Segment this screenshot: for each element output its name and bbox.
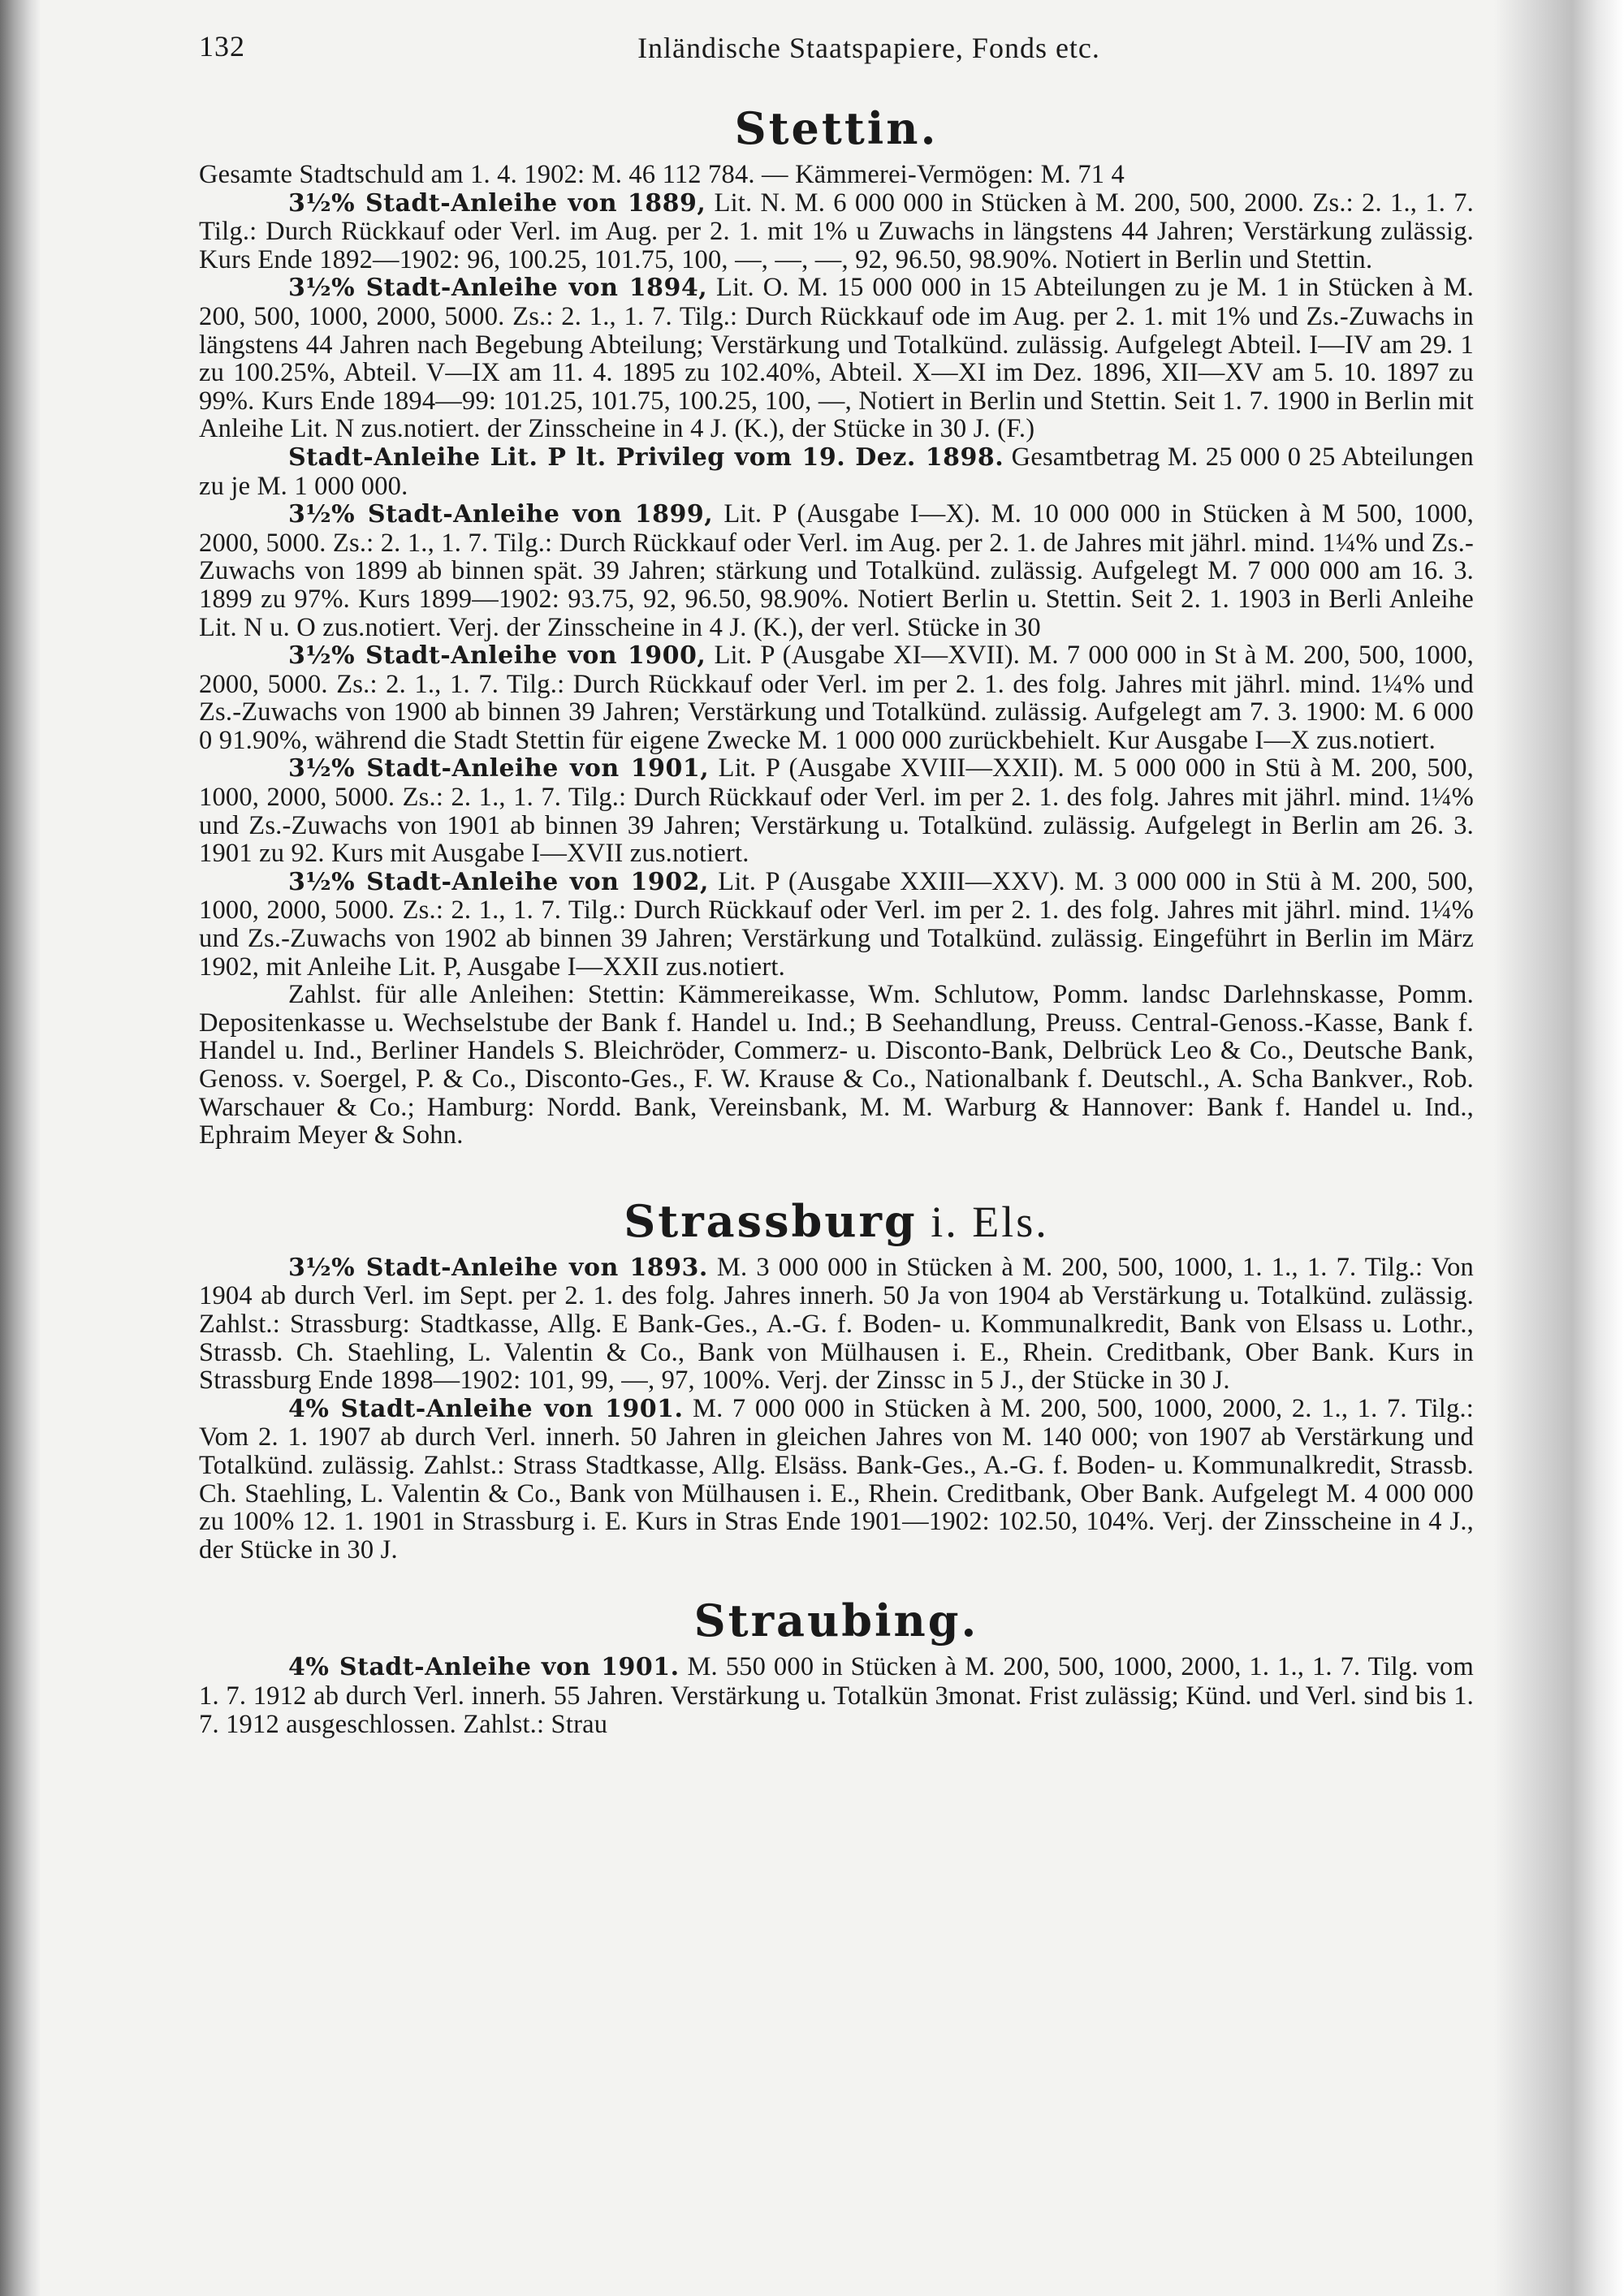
paragraph-anleihe-1901 (199, 754, 1474, 867)
paragraph-text: Lit. P (Ausgabe XI—XVII). M. 7 000 000 in St à M. 200, 500, 1000, 2000, 5000. Zs.: 2. 1., 1. 7. Tilg.: Durch Rückkauf oder Verl. im per 2. 1. des folg. Jahres mit jährl. mind. 1¼% und Zs.-Zuwachs von 1900 ab binnen 39 Jahren; Verstärkung und Totalkünd. zulässig. Aufgelegt am 7. 3. 1900: M. 6 000 0 91.90%, während die Stadt Stettin für eigene Zwecke M. 1 000 000 zurückbehielt. Kur Ausgabe I—X zus.notiert. (199, 641, 1475, 755)
paragraph-text: Lit. N. M. 6 000 000 in Stücken à M. 200, 500, 2000. Zs.: 2. 1., 1. 7. Tilg.: Durch Rückkauf oder Verl. im Aug. per 2. 1. mit 1% u Zuwachs in längstens 44 Jahren; Verstärkung zulässig. Kurs Ende 1892—1902: 96, 100.25, 101.75, 100, —, —, —, 92, 96.50, 98.90%. Notiert in Berlin und Stettin. (199, 188, 1474, 274)
paragraph-anleihe-1900 (199, 641, 1474, 754)
paragraph-anleihe-1893 (199, 1254, 1474, 1395)
paragraph-text: M. 7 000 000 in Stücken à M. 200, 500, 1000, 2000, 2. 1., 1. 7. Tilg.: Vom 2. 1. 1907 ab durch Verl. innerh. 50 Jahren in gleichen Jahres von M. 140 000; von 1907 ab Verstärkung und Totalkünd. zulässig. Zahlst.: Strass Stadtkasse, Allg. Elsäss. Bank-Ges., A.-G. f. Boden- u. Kommunalkredit, Strassb. Ch. Staehling, L. Valentin & Co., Bank von Mülhausen i. E., Rhein. Creditbank, Ober Bank. Aufgelegt M. 4 000 000 zu 100% 12. 1. 1901 in Strassburg i. E. Kurs in Stras Ende 1901—1902: 102.50, 104%. Verj. der Zinsscheine in 4 J., der Stücke in 30 J. (199, 1393, 1474, 1564)
paragraph-anleihe-1894 (199, 274, 1474, 443)
scan-shadow-right (1494, 0, 1624, 2296)
paragraph-anleihe-1902 (199, 868, 1474, 981)
paragraph-anleihe-1901-strassburg (199, 1395, 1474, 1564)
scan-shadow-left (0, 0, 41, 2296)
paragraph-text: Gesamte Stadtschuld am 1. 4. 1902: M. 46 112 784. — Kämmerei-Vermögen: M. 71 4 (199, 160, 1125, 189)
paragraph-lead: 4% Stadt-Anleihe von 1901. (288, 1653, 680, 1682)
city-name: Strassburg (624, 1194, 918, 1247)
city-suffix: i. Els. (917, 1197, 1049, 1246)
paragraph-text: M. 3 000 000 in Stücken à M. 200, 500, 1000, 1. 1., 1. 7. Tilg.: Von 1904 ab durch Verl. im Sept. per 2. 1. des folg. Jahres innerh. 50 Ja von 1904 ab Verstärkung u. Totalkünd. zulässig. Zahlst.: Strassburg: Stadtkasse, Allg. E Bank-Ges., A.-G. f. Boden- u. Kommunalkredit, Bank von Elsass u. Lothr., Strassb. Ch. Staehling, L. Valentin & Co., Bank von Mülhausen i. E., Rhein. Creditbank, Ober Bank. Kurs in Strassburg Ende 1898—1902: 101, 99, —, 97, 100%. Verj. der Zinssc in 5 J., der Stücke in 30 J. (199, 1252, 1474, 1396)
paragraph-text: M. 550 000 in Stücken à M. 200, 500, 1000, 2000, 1. 1., 1. 7. Tilg. vom 1. 7. 1912 ab durch Verl. innerh. 55 Jahren. Verstärkung u. Totalkün 3monat. Frist zulässig; Künd. und Verl. sind bis 1. 7. 1912 ausgeschlossen. Zahlst.: Strau (199, 1652, 1474, 1739)
running-header (199, 23, 1474, 80)
paragraph-text: Zahlst. für alle Anleihen: Stettin: Kämmereikasse, Wm. Schlutow, Pomm. landsc Darlehnskasse, Pomm. Depositenkasse u. Wechselstube der Bank f. Handel u. Ind.; B Seehandlung, Preuss. Central-Genoss.-Kasse, Bank f. Handel u. Ind., Berliner Handels S. Bleichröder, Commerz- u. Disconto-Bank, Delbrück Leo & Co., Deutsche Bank, Genoss. v. Soergel, P. & Co., Disconto-Ges., F. W. Krause & Co., Nationalbank f. Deutschl., A. Scha Bankver., Rob. Warschauer & Co.; Hamburg: Nordd. Bank, Vereinsbank, M. M. Warburg & Hannover: Bank f. Handel u. Ind., Ephraim Meyer & Sohn. (199, 980, 1474, 1150)
running-title: Inländische Staatspapiere, Fonds etc. (637, 32, 1100, 64)
section-heading-strassburg (199, 1195, 1474, 1247)
document-page (199, 23, 1474, 1738)
paragraph-anleihe-1889 (199, 189, 1474, 274)
paragraph-anleihe-1901-straubing (199, 1653, 1474, 1738)
paragraph-lead: 4% Stadt-Anleihe von 1901. (288, 1394, 684, 1423)
paragraph-lead: 3½% Stadt-Anleihe von 1902, (288, 867, 709, 896)
section-heading-straubing (199, 1595, 1474, 1646)
paragraph-lead: Stadt-Anleihe Lit. P lt. Privileg vom 19. Dez. 1898. (288, 442, 1004, 472)
paragraph-stadtschuld (199, 161, 1474, 189)
paragraph-lead: 3½% Stadt-Anleihe von 1889, (288, 188, 706, 218)
city-name: Straubing. (693, 1595, 979, 1647)
paragraph-text: Lit. O. M. 15 000 000 in 15 Abteilungen zu je M. 1 in Stücken à M. 200, 500, 1000, 2000, 5000. Zs.: 2. 1., 1. 7. Tilg.: Durch Rückkauf ode im Aug. per 2. 1. mit 1% und Zs.-Zuwachs in längstens 44 Jahren nach Begebung Abteilung; Verstärkung und Totalkünd. zulässig. Aufgelegt Abteil. I—IV am 29. 1 zu 100.25%, Abteil. V—IX am 11. 4. 1895 zu 102.40%, Abteil. X—XI im Dez. 1896, XII—XV am 5. 10. 1897 zu 99%. Kurs Ende 1894—99: 101.25, 101.75, 100.25, 100, —, Notiert in Berlin und Stettin. Seit 1. 7. 1900 in Berlin mit Anleihe Lit. N zus.notiert. der Zinsscheine in 4 J. (K.), der Stücke in 30 J. (F.) (199, 273, 1474, 444)
paragraph-privileg-1898 (199, 443, 1474, 500)
paragraph-text: Gesamtbetrag M. 25 000 0 25 Abteilungen zu je M. 1 000 000. (199, 442, 1474, 501)
paragraph-lead: 3½% Stadt-Anleihe von 1894, (288, 274, 708, 303)
paragraph-zahlstellen (199, 981, 1474, 1150)
paragraph-lead: 3½% Stadt-Anleihe von 1893. (288, 1253, 708, 1282)
paragraph-anleihe-1899 (199, 500, 1474, 641)
paragraph-text: Lit. P (Ausgabe I—X). M. 10 000 000 in Stücken à M 500, 1000, 2000, 5000. Zs.: 2. 1., 1. 7. Tilg.: Durch Rückkauf oder Verl. im Aug. per 2. 1. de Jahres mit jährl. mind. 1¼% und Zs.-Zuwachs von 1899 ab binnen spät. 39 Jahren; stärkung und Totalkünd. zulässig. Aufgelegt M. 7 000 000 am 16. 3. 1899 zu 97%. Kurs 1899—1902: 93.75, 92, 96.50, 98.90%. Notiert Berlin u. Stettin. Seit 2. 1. 1903 in Berli Anleihe Lit. N u. O zus.notiert. Verj. der Zinsscheine in 4 J. (K.), der verl. Stücke in 30 (199, 499, 1475, 642)
paragraph-text: Lit. P (Ausgabe XVIII—XXII). M. 5 000 000 in Stü à M. 200, 500, 1000, 2000, 5000. Zs.: 2. 1., 1. 7. Tilg.: Durch Rückkauf oder Verl. im per 2. 1. des folg. Jahres mit jährl. mind. 1¼% und Zs.-Zuwachs von 1901 ab binnen 39 Jahren; Verstärkung u. Totalkünd. zulässig. Aufgelegt in Berlin am 26. 3. 1901 zu 92. Kurs mit Ausgabe I—XVII zus.notiert. (199, 753, 1474, 869)
paragraph-text: Lit. P (Ausgabe XXIII—XXV). M. 3 000 000 in Stü à M. 200, 500, 1000, 2000, 5000. Zs.: 2. 1., 1. 7. Tilg.: Durch Rückkauf oder Verl. im per 2. 1. des folg. Jahres mit jährl. mind. 1¼% und Zs.-Zuwachs von 1902 ab binnen 39 Jahren; Verstärkung und Totalkünd. zulässig. Eingeführt in Berlin im März 1902, mit Anleihe Lit. P, Ausgabe I—XXII zus.notiert. (199, 866, 1474, 982)
section-heading-stettin (199, 102, 1474, 154)
paragraph-lead: 3½% Stadt-Anleihe von 1900, (288, 641, 706, 671)
page-number: 132 (199, 30, 245, 63)
paragraph-lead: 3½% Stadt-Anleihe von 1899, (288, 500, 714, 529)
city-name: Stettin. (734, 102, 939, 154)
paragraph-lead: 3½% Stadt-Anleihe von 1901, (288, 754, 710, 783)
